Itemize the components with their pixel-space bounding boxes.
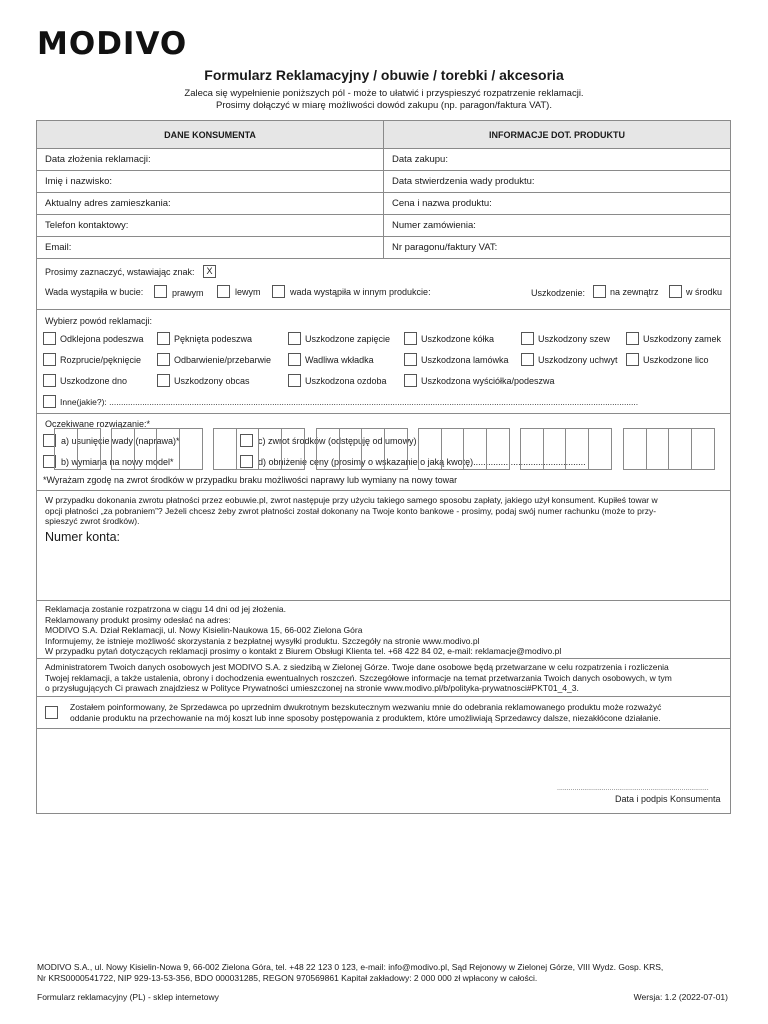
notice-section <box>37 697 730 729</box>
account-number-label: Numer konta: <box>45 530 121 544</box>
mark-symbol: X <box>206 266 213 276</box>
reason-label: Uszkodzone zapięcie <box>305 334 391 344</box>
right-shoe-checkbox[interactable] <box>154 285 167 298</box>
reason-checkbox[interactable] <box>157 353 170 366</box>
price-name-field[interactable]: Cena i nazwa produktu: <box>392 198 492 209</box>
phone-field[interactable]: Telefon kontaktowy: <box>37 215 384 236</box>
info-line: Informujemy, że istnieje możliwość skorzystania z bezpłatnej wysyłki produktu. Szczegóły na stronie www.modivo.pl <box>45 635 480 646</box>
resolution-consent: *Wyrażam zgodę na zwrot środków w przypadku braku możliwości naprawy lub wymiany na nowy towar <box>43 475 458 485</box>
form-version: Wersja: 1.2 (2022-07-01) <box>633 992 728 1002</box>
reason-checkbox[interactable] <box>404 374 417 387</box>
notice-checkbox[interactable] <box>45 706 58 719</box>
reason-label: Uszkodzone lico <box>643 355 709 365</box>
reason-label: Uszkodzony obcas <box>174 376 250 386</box>
reason-label: Uszkodzona wyściółka/podeszwa <box>421 376 555 386</box>
reason-checkbox[interactable] <box>157 374 170 387</box>
info-line: Reklamowany produkt prosimy odesłać na adres: <box>45 614 231 625</box>
shoe-label: Wada wystąpiła w bucie: <box>45 287 144 297</box>
data-row <box>37 215 730 237</box>
account-box-group[interactable] <box>316 428 408 470</box>
data-row <box>37 149 730 171</box>
reason-label: Uszkodzone dno <box>60 376 128 386</box>
refund-label: c) zwrot środków (odstępuję od umowy) <box>258 436 417 446</box>
modivo-logo: MODIVO <box>37 26 188 62</box>
reason-checkbox[interactable] <box>288 374 301 387</box>
email-field[interactable]: Email: <box>37 237 384 258</box>
reason-label: Uszkodzony uchwyt <box>538 355 618 365</box>
order-number-field[interactable]: Numer zamówienia: <box>392 220 476 231</box>
info-section <box>37 601 730 659</box>
other-reason-field[interactable]: Inne(jakie?): ................................................................................................................................................................................................................................ <box>60 397 639 407</box>
left-shoe-label: lewym <box>235 287 261 297</box>
notice-line: oddanie produktu na przechowanie na mój koszt lub inne sposoby postępowania z produktem, które umożliwiają Sprzedawcy dalsze, niezakłócone działanie. <box>70 712 661 723</box>
data-row <box>37 237 730 259</box>
defect-date-field[interactable]: Data stwierdzenia wady produktu: <box>392 176 535 187</box>
refund-text <box>45 495 658 527</box>
reason-checkbox[interactable] <box>521 332 534 345</box>
reason-label: Pęknięta podeszwa <box>174 334 253 344</box>
data-row <box>37 171 730 193</box>
reason-label: Wadliwa wkładka <box>305 355 374 365</box>
privacy-line: o przysługujących Ci prawach znajdziesz w Polityce Prywatności umieszczonej na stronie www.modivo.pl/b/polityka-prywatnosci#PKT01_4_3. <box>45 683 579 693</box>
reason-checkbox[interactable] <box>157 332 170 345</box>
reasons-section <box>37 310 730 414</box>
privacy-line: Administratorem Twoich danych osobowych jest MODIVO S.A. z siedzibą w Zielonej Górze. Twoje dane osobowe będą przetwarzane w celu rozpatrzenia i rozliczenia <box>45 662 669 672</box>
account-box-group[interactable] <box>111 428 203 470</box>
reason-checkbox[interactable] <box>43 374 56 387</box>
reason-checkbox[interactable] <box>288 353 301 366</box>
privacy-line: Twojej reklamacji, a także ustalenia, obrony i dochodzenia ewentualnych roszczeń. Szczegółowe informacje na temat przetwarzania Twoich danych osobowych, w tym <box>45 672 672 683</box>
info-line: W przypadku pytań dotyczących reklamacji prosimy o kontakt z Biurem Obsługi Klienta tel. +68 422 84 02, e-mail: reklamacje@modivo.pl <box>45 646 562 656</box>
reason-label: Odbarwienie/przebarwie <box>174 355 272 365</box>
other-product-checkbox[interactable] <box>272 285 285 298</box>
refund-line: spieszyć zwrot środków). <box>45 516 140 526</box>
signature-line: .............................................................................. <box>557 785 709 792</box>
info-text <box>45 604 561 657</box>
purchase-date-field[interactable]: Data zakupu: <box>392 154 448 165</box>
reason-label: Rozprucie/pęknięcie <box>60 355 142 365</box>
reason-checkbox[interactable] <box>521 353 534 366</box>
info-line: Reklamacja zostanie rozpatrzona w ciągu 14 dni od jej złożenia. <box>45 604 286 614</box>
privacy-text <box>45 662 672 694</box>
refund-section <box>37 491 730 601</box>
product-info-header: INFORMACJE DOT. PRODUKTU <box>488 129 625 140</box>
reason-checkbox[interactable] <box>404 353 417 366</box>
reason-checkbox[interactable] <box>288 332 301 345</box>
inside-label: w środku <box>686 287 723 297</box>
signature-label: Data i podpis Konsumenta <box>615 794 721 804</box>
company-line: MODIVO S.A., ul. Nowy Kisielin-Nowa 9, 66-002 Zielona Góra, tel. +48 22 123 0 123, e-mail: info@modivo.pl, Sąd Rejonowy w Zielonej Górze, VIII Wydz. Gosp. KRS, <box>37 962 664 972</box>
inside-checkbox[interactable] <box>669 285 682 298</box>
reason-label: Odklejona podeszwa <box>60 334 144 344</box>
reason-label: Uszkodzona ozdoba <box>305 376 387 386</box>
account-box-group[interactable] <box>213 428 305 470</box>
right-shoe-label: prawym <box>172 288 204 298</box>
reason-checkbox[interactable] <box>43 353 56 366</box>
notice-text <box>70 702 661 723</box>
form-subtitle <box>0 88 768 112</box>
defect-section <box>37 260 730 310</box>
resolution-label: Oczekiwane rozwiązanie:* <box>45 419 151 429</box>
mark-example-box <box>203 265 216 278</box>
subtitle-line: Prosimy dołączyć w miarę możliwości dowód zakupu (np. paragon/faktura VAT). <box>216 100 552 111</box>
form-title: Formularz Reklamacyjny / obuwie / torebki / akcesoria <box>204 67 564 83</box>
outside-checkbox[interactable] <box>593 285 606 298</box>
account-box-group[interactable] <box>418 428 510 470</box>
column-headers <box>37 121 730 149</box>
account-box-group[interactable] <box>623 428 715 470</box>
consumer-data-header: DANE KONSUMENTA <box>37 121 384 148</box>
mark-instruction: Prosimy zaznaczyć, wstawiając znak: <box>45 267 195 277</box>
damage-label: Uszkodzenie: <box>531 288 586 298</box>
refund-line: opcji płatności „za pobraniem”? Jeżeli chcesz żeby zwrot płatności został dokonany na Twoje konto bankowe - prosimy, podaj swój numer rachunku (może to przy- <box>45 505 657 516</box>
reason-label: Uszkodzony zamek <box>643 334 722 344</box>
reason-checkbox[interactable] <box>404 332 417 345</box>
address-field[interactable]: Aktualny adres zamieszkania: <box>37 193 384 214</box>
company-info <box>37 962 663 984</box>
info-line: MODIVO S.A. Dział Reklamacji, ul. Nowy Kisielin-Naukowa 15, 66-002 Zielona Góra <box>45 625 363 635</box>
notice-line: Zostałem poinformowany, że Sprzedawca po uprzednim dwukrotnym bezskutecznym wezwaniu mnie do odebrania reklamowanego produktu może rozważyć <box>70 702 662 712</box>
reasons-label: Wybierz powód reklamacji: <box>45 316 152 326</box>
subtitle-line: Zaleca się wypełnienie poniższych pól - może to ułatwić i przyspieszyć rozpatrzenie reklamacji. <box>184 88 584 99</box>
account-box-group[interactable] <box>520 428 612 470</box>
reason-checkbox[interactable] <box>626 332 639 345</box>
reason-label: Uszkodzone kółka <box>421 334 495 344</box>
reason-checkbox[interactable] <box>43 332 56 345</box>
price-reduction-label: d) obniżenie ceny (prosimy o wskazanie o jaką kwotę)............................................. <box>258 457 586 467</box>
receipt-number-field[interactable]: Nr paragonu/faktury VAT: <box>392 242 498 253</box>
exchange-label: b) wymiana na nowy model* <box>61 457 174 467</box>
reason-checkbox[interactable] <box>626 353 639 366</box>
left-shoe-checkbox[interactable] <box>217 285 230 298</box>
company-line: Nr KRS0000541722, NIP 929-13-53-356, BDO 000031285, REGON 970569861 Kapitał zakładowy: 2 000 000 zł wpłacony w całości. <box>37 973 538 983</box>
repair-label: a) usunięcie wady (naprawa)* <box>61 436 180 446</box>
complaint-date-field[interactable]: Data złożenia reklamacji: <box>37 149 384 170</box>
form-name: Formularz reklamacyjny (PL) - sklep internetowy <box>37 992 219 1002</box>
outside-label: na zewnątrz <box>610 287 659 297</box>
other-product-label: wada wystąpiła w innym produkcie: <box>290 287 431 297</box>
privacy-section <box>37 659 730 697</box>
other-reason-checkbox[interactable] <box>43 395 56 408</box>
account-box-group[interactable] <box>54 428 101 470</box>
refund-line: W przypadku dokonania zwrotu płatności przez eobuwie.pl, zwrot następuje przy użyciu takiego samego sposobu zapłaty, jakiego użył konsument. Kupiłeś towar w <box>45 495 658 505</box>
full-name-field[interactable]: Imię i nazwisko: <box>37 171 384 192</box>
data-row <box>37 193 730 215</box>
reason-label: Uszkodzona lamówka <box>421 355 509 365</box>
reason-label: Uszkodzony szew <box>538 334 611 344</box>
